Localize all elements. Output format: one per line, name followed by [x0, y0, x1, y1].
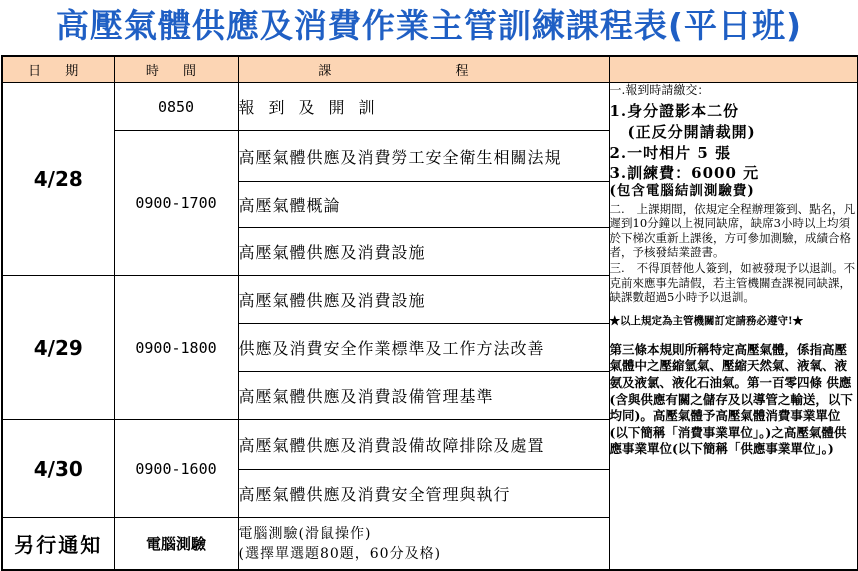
- notes-item-id: 1.身分證影本二份: [609, 102, 740, 120]
- header-time: 時 間: [114, 56, 238, 83]
- date-cell: 另行通知: [2, 518, 114, 570]
- course-line: (選擇單選題80題，60分及格): [238, 546, 442, 563]
- course-cell: 高壓氣體供應及消費設施: [238, 228, 609, 276]
- notes-section-3-text: 不得頂替他人簽到，如被發現予以退訓。不克前來應事先請假，若主管機關查課視同缺課，缺課數超過5小時予以退訓。: [609, 261, 856, 305]
- schedule-table: [1, 55, 858, 571]
- notes-cell: [609, 83, 858, 570]
- course-line: 電腦測驗(滑鼠操作): [238, 525, 372, 542]
- time-cell: 0900-1600: [114, 420, 238, 518]
- notes-regulation: 第三條本規則所稱特定高壓氣體，係指高壓氣體中之壓縮氫氣、壓縮天然氣、液氧、液氨及液氯、液化石油氣。第一百零四條 供應(含與供應有關之儲存及以導管之輸送，以下均同)。高壓氣體予高壓氣體消費事業單位(以下簡稱「消費事業單位」。)之高壓氣體供應事業單位(以下簡稱「供應事業單位」。): [609, 341, 853, 457]
- page-title: 高壓氣體供應及消費作業主管訓練課程表(平日班): [55, 6, 803, 45]
- notes-section-2-label: 二.: [609, 201, 625, 216]
- notes-section-2: [610, 202, 858, 260]
- notes-section-3-label: 三.: [609, 261, 625, 276]
- course-cell: 高壓氣體供應及消費安全管理與執行: [238, 470, 609, 518]
- notes-item-fee: 3.訓練費：6000 元: [609, 164, 760, 183]
- time-cell: 0850: [114, 83, 238, 131]
- notes-section-3: [610, 261, 858, 304]
- course-cell: 高壓氣體概論: [238, 182, 609, 228]
- header-notes: [609, 56, 858, 83]
- notes-warning: ★以上規定為主管機關訂定請務必遵守!★: [609, 314, 804, 327]
- notes-item-fee-sub: (包含電腦結訓測驗費): [609, 183, 755, 199]
- date-cell: 4/29: [2, 276, 114, 420]
- notes-section-2-text: 上課期間，依規定全程辦理簽到、點名，凡遲到10分鐘以上視同缺席，缺席3小時以上均須於下梯次重新上課後，方可參加測驗，成績合格者，予核發結業證書。: [609, 201, 856, 259]
- notes-item-photo: 2.一吋相片 5 張: [609, 143, 732, 162]
- course-cell: 高壓氣體供應及消費設備管理基準: [238, 372, 609, 420]
- table-header-row: [2, 56, 858, 83]
- header-date: 日 期: [2, 56, 114, 83]
- time-cell: 電腦測驗: [114, 518, 238, 570]
- notes-item-id-sub: (正反分開請裁開): [627, 122, 756, 141]
- course-cell: [238, 518, 609, 570]
- header-course: 課 程: [238, 56, 609, 83]
- notes-heading: 一.報到時請繳交：: [609, 83, 710, 97]
- date-cell: 4/28: [2, 83, 114, 276]
- course-cell: 高壓氣體供應及消費勞工安全衛生相關法規: [238, 131, 609, 182]
- course-cell: 高壓氣體供應及消費設備故障排除及處置: [238, 420, 609, 470]
- date-cell: 4/30: [2, 420, 114, 518]
- course-cell: 報到及開訓: [238, 83, 609, 131]
- course-cell: 供應及消費安全作業標準及工作方法改善: [238, 324, 609, 372]
- course-cell: 高壓氣體供應及消費設施: [238, 276, 609, 324]
- time-cell: 0900-1700: [114, 131, 238, 276]
- table-row: [2, 83, 858, 131]
- time-cell: 0900-1800: [114, 276, 238, 420]
